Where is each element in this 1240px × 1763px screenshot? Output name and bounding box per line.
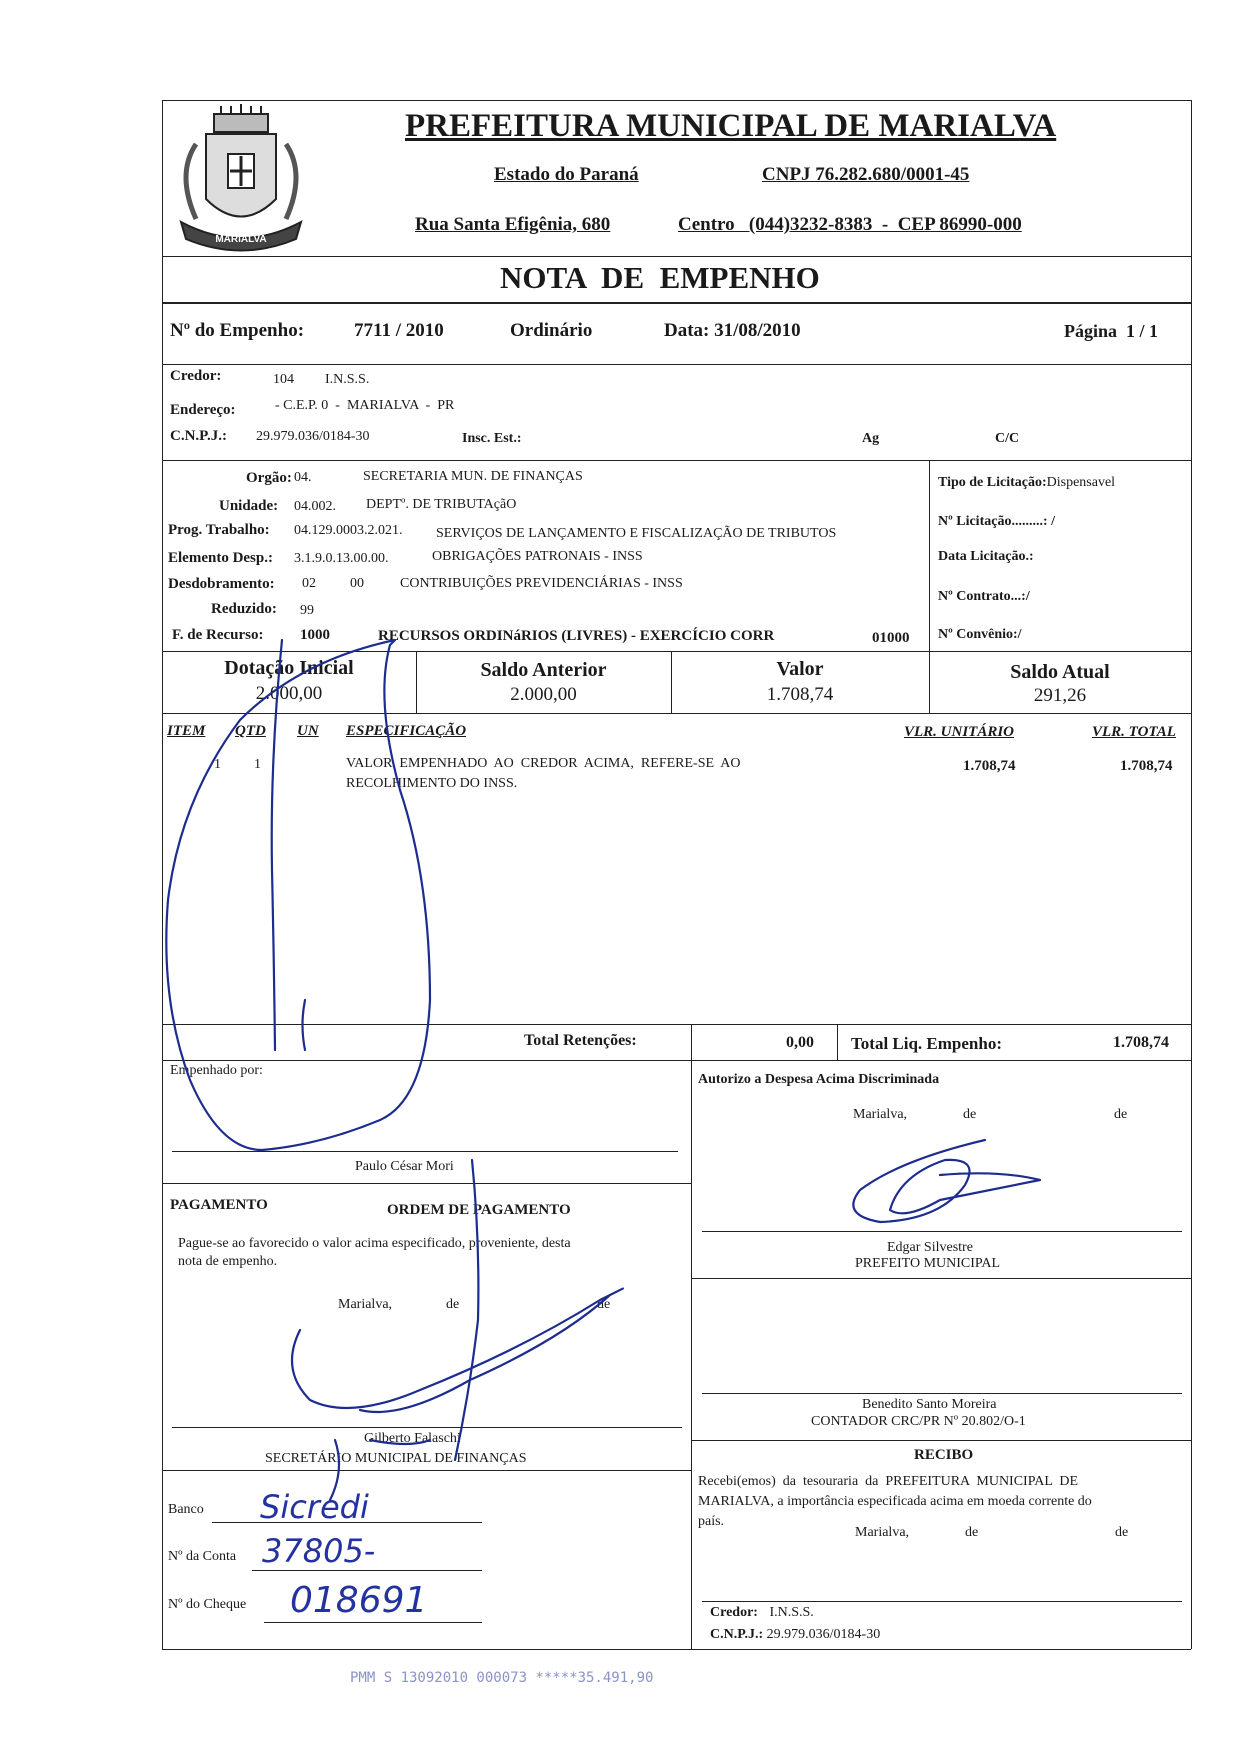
- endereco-value: - C.E.P. 0 - MARIALVA - PR: [275, 398, 455, 413]
- contador-title: CONTADOR CRC/PR Nº 20.802/O-1: [811, 1414, 1026, 1429]
- recibo-text-line1: Recebi(emos) da tesouraria da PREFEITURA MUNICIPAL DE: [698, 1474, 1079, 1489]
- paulo-signature-stroke: [272, 640, 305, 1050]
- recibo-de1: de: [965, 1525, 979, 1540]
- edgar-signature: [853, 1140, 1040, 1222]
- col-especificacao: ESPECIFICAÇÃO: [346, 723, 467, 739]
- col-qtd: QTD: [235, 723, 266, 739]
- dotacao-inicial-value: 2.000,00: [255, 683, 323, 704]
- unidade-label: Unidade:: [219, 498, 279, 514]
- col-vlr-unitario: VLR. UNITÁRIO: [904, 724, 1015, 740]
- state-name: Estado do Paraná: [494, 164, 639, 185]
- conta-value: 37805-: [262, 1532, 376, 1570]
- pagamento-de2: de: [597, 1297, 611, 1312]
- recibo-title: RECIBO: [914, 1447, 974, 1463]
- page-title: PREFEITURA MUNICIPAL DE MARIALVA: [405, 108, 1057, 144]
- licitacao-number: Nº Licitação.........: /: [938, 514, 1055, 529]
- liq-empenho-label: Total Liq. Empenho:: [851, 1034, 1002, 1053]
- pagamento-de1: de: [446, 1297, 460, 1312]
- endereco-label: Endereço:: [170, 402, 236, 418]
- empenho-type: Ordinário: [510, 320, 593, 341]
- ordem-pagamento-title: ORDEM DE PAGAMENTO: [387, 1202, 571, 1218]
- document-title: NOTA DE EMPENHO: [500, 260, 820, 295]
- gilberto-signature: [292, 1289, 623, 1412]
- recurso-label: F. de Recurso:: [172, 627, 264, 643]
- recibo-city: Marialva,: [855, 1525, 910, 1540]
- credor-label: Credor:: [170, 368, 222, 384]
- credor-cnpj: 29.979.036/0184-30: [256, 429, 370, 444]
- unidade-code: 04.002.: [294, 499, 336, 514]
- orgao-desc: SECRETARIA MUN. DE FINANÇAS: [363, 469, 583, 484]
- ag-label: Ag: [862, 431, 880, 446]
- recibo-credor-label: Credor:: [710, 1605, 758, 1620]
- elemento-desc: OBRIGAÇÕES PATRONAIS - INSS: [432, 549, 643, 564]
- svg-text:MARIALVA: MARIALVA: [215, 234, 267, 245]
- row-spec-line2: RECOLHIMENTO DO INSS.: [346, 776, 518, 791]
- elemento-code: 3.1.9.0.13.00.00.: [294, 551, 389, 566]
- credor-name: I.N.S.S.: [325, 372, 370, 387]
- empenho-date: Data: 31/08/2010: [664, 320, 801, 341]
- orgao-code: 04.: [294, 470, 312, 485]
- processing-stamp: PMM S 13092010 000073 *****35.491,90: [350, 1670, 654, 1686]
- saldo-atual-label: Saldo Atual: [1010, 661, 1110, 683]
- empenhado-por-label: Empenhado por:: [170, 1063, 263, 1078]
- reduzido-value: 99: [300, 603, 314, 618]
- liq-empenho-value: 1.708,74: [1113, 1034, 1169, 1051]
- desdobramento-label: Desdobramento:: [168, 576, 275, 592]
- conta-label: Nº da Conta: [168, 1549, 237, 1564]
- cheque-value: 018691: [290, 1580, 428, 1621]
- elemento-label: Elemento Desp.:: [168, 550, 273, 566]
- row-item: 1: [214, 757, 221, 772]
- desdobramento-desc: CONTRIBUIÇÕES PREVIDENCIÁRIAS - INSS: [400, 576, 683, 591]
- empenho-number: 7711 / 2010: [354, 320, 444, 341]
- gilberto-signature-tail: [330, 1440, 430, 1500]
- banco-label: Banco: [168, 1502, 204, 1517]
- empenho-number-label: Nº do Empenho:: [170, 320, 305, 341]
- prog-desc: SERVIÇOS DE LANÇAMENTO E FISCALIZAÇÃO DE TRIBUTOS: [436, 526, 837, 541]
- recibo-cnpj-value: 29.979.036/0184-30: [766, 1627, 881, 1642]
- convenio-number: Nº Convênio:/: [938, 627, 1022, 642]
- pagamento-text-line2: nota de empenho.: [178, 1254, 278, 1269]
- credor-code: 104: [273, 372, 294, 387]
- recibo-text-line3: país.: [698, 1514, 725, 1529]
- recurso-number: 01000: [872, 630, 910, 646]
- banco-value: Sicredi: [260, 1488, 369, 1526]
- reduzido-label: Reduzido:: [211, 601, 277, 617]
- secretario-title: SECRETÁRIO MUNICIPAL DE FINANÇAS: [265, 1451, 527, 1466]
- saldo-anterior-value: 2.000,00: [510, 684, 577, 705]
- licitacao-type-value: Dispensavel: [1046, 475, 1116, 490]
- desdobramento-code: 02: [302, 576, 316, 591]
- contact-info: Centro (044)3232-8383 - CEP 86990-000: [678, 214, 1022, 235]
- orgao-label: Orgão:: [246, 470, 292, 486]
- pagamento-title: PAGAMENTO: [170, 1197, 268, 1213]
- secretario-name: Gilberto Falaschi: [364, 1431, 461, 1446]
- mori-signature-stroke: [455, 1160, 478, 1460]
- cc-label: C/C: [995, 431, 1020, 446]
- recibo-de2: de: [1115, 1525, 1129, 1540]
- unidade-desc: DEPTº. DE TRIBUTAçãO: [366, 497, 517, 512]
- cnpj-header: CNPJ 76.282.680/0001-45: [762, 164, 970, 185]
- desdobramento-code2: 00: [350, 576, 364, 591]
- recurso-desc: RECURSOS ORDINáRIOS (LIVRES) - EXERCÍCIO CORR: [378, 628, 775, 644]
- address: Rua Santa Efigênia, 680: [415, 214, 611, 235]
- page-number: Página 1 / 1: [1064, 321, 1159, 341]
- col-item: ITEM: [167, 723, 206, 739]
- prog-label: Prog. Trabalho:: [168, 522, 270, 538]
- recurso-code: 1000: [300, 627, 330, 643]
- saldo-atual-value: 291,26: [1033, 685, 1087, 706]
- licitacao-date: Data Licitação.:: [938, 549, 1034, 564]
- row-total-value: 1.708,74: [1120, 758, 1173, 774]
- pagamento-city: Marialva,: [338, 1297, 393, 1312]
- col-vlr-total: VLR. TOTAL: [1092, 724, 1176, 740]
- row-unit-value: 1.708,74: [963, 758, 1016, 774]
- pagamento-text-line1: Pague-se ao favorecido o valor acima especificado, proveniente, desta: [178, 1236, 571, 1251]
- cheque-label: Nº do Cheque: [168, 1597, 247, 1612]
- contador-name: Benedito Santo Moreira: [862, 1397, 997, 1412]
- valor-label: Valor: [776, 658, 824, 680]
- cnpj-label: C.N.P.J.:: [170, 428, 227, 444]
- prefeito-title: PREFEITO MUNICIPAL: [855, 1256, 1001, 1271]
- contrato-number: Nº Contrato...:/: [938, 589, 1030, 604]
- recibo-text-line2: MARIALVA, a importância especificada acima em moeda corrente do: [698, 1494, 1092, 1509]
- recibo-cnpj-label: C.N.P.J.:: [710, 1627, 764, 1642]
- recibo-credor-name: I.N.S.S.: [769, 1605, 814, 1620]
- empenhado-name: Paulo César Mori: [355, 1159, 454, 1174]
- autorizo-text: Autorizo a Despesa Acima Discriminada: [698, 1072, 940, 1087]
- autorizo-city: Marialva,: [853, 1107, 908, 1122]
- col-un: UN: [297, 723, 319, 739]
- row-spec-line1: VALOR EMPENHADO AO CREDOR ACIMA, REFERE-SE AO: [346, 756, 741, 771]
- autorizo-de1: de: [963, 1107, 977, 1122]
- dotacao-inicial-label: Dotação Inicial: [224, 657, 354, 679]
- retencoes-label: Total Retenções:: [524, 1032, 637, 1049]
- autorizo-de2: de: [1114, 1107, 1128, 1122]
- insc-est-label: Insc. Est.:: [462, 431, 522, 446]
- licitacao-type-label: Tipo de Licitação:: [938, 475, 1047, 490]
- prefeito-name: Edgar Silvestre: [887, 1240, 973, 1255]
- valor-value: 1.708,74: [766, 684, 834, 705]
- paulo-signature-loop: [166, 640, 430, 1150]
- row-qtd: 1: [254, 757, 261, 772]
- saldo-anterior-label: Saldo Anterior: [480, 659, 607, 681]
- retencoes-value: 0,00: [786, 1034, 814, 1051]
- prog-code: 04.129.0003.2.021.: [294, 523, 403, 538]
